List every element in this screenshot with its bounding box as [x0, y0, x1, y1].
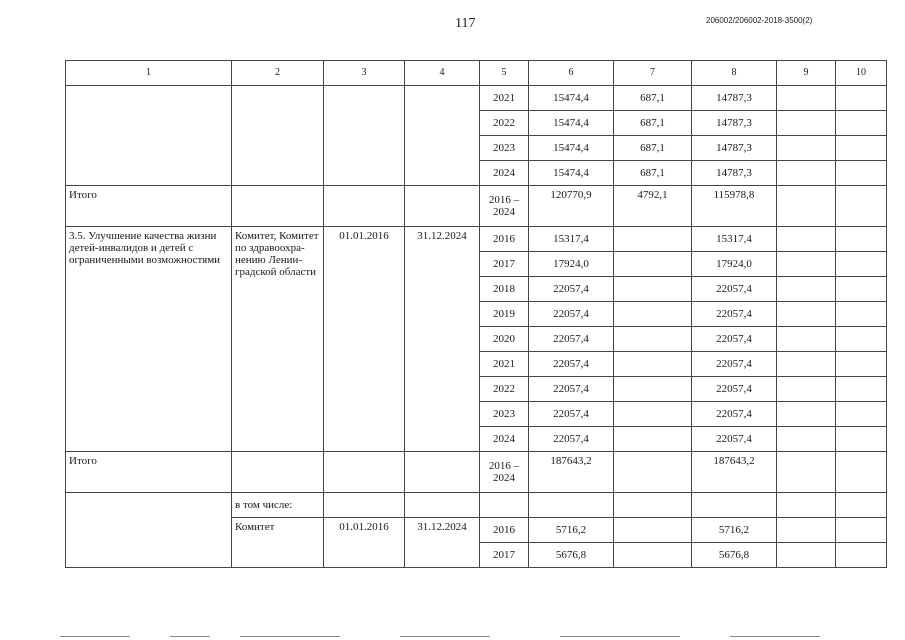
amount-total: 15474,4 [529, 161, 614, 186]
amount-col8: 187643,2 [692, 452, 777, 493]
amount-total: 22057,4 [529, 277, 614, 302]
breakdown-label: в том числе: [232, 493, 324, 518]
amount-col8: 22057,4 [692, 302, 777, 327]
amount-col8: 22057,4 [692, 427, 777, 452]
period-cell: 2016 – 2024 [480, 452, 529, 493]
period-cell: 2016 – 2024 [480, 186, 529, 227]
empty-cell [614, 543, 692, 568]
empty-cell [614, 352, 692, 377]
amount-col8: 17924,0 [692, 252, 777, 277]
amount-col7: 687,1 [614, 86, 692, 111]
empty-cell [836, 518, 887, 543]
empty-cell [777, 136, 836, 161]
empty-cell [614, 227, 692, 252]
amount-col7: 687,1 [614, 136, 692, 161]
total-label: Итого [66, 186, 232, 227]
empty-cell [324, 186, 405, 227]
empty-cell [777, 427, 836, 452]
empty-cell [777, 111, 836, 136]
empty-cell [777, 252, 836, 277]
year-cell: 2024 [480, 427, 529, 452]
empty-cell [777, 377, 836, 402]
empty-cell [836, 111, 887, 136]
empty-cell [836, 86, 887, 111]
empty-cell [777, 86, 836, 111]
empty-cell [614, 427, 692, 452]
col-header: 10 [836, 61, 887, 86]
empty-cell [836, 427, 887, 452]
amount-col8: 14787,3 [692, 136, 777, 161]
empty-cell [405, 86, 480, 186]
col-header: 7 [614, 61, 692, 86]
empty-cell [836, 302, 887, 327]
year-cell: 2022 [480, 111, 529, 136]
empty-cell [777, 186, 836, 227]
scan-artifact-line [170, 636, 210, 637]
empty-cell [66, 86, 232, 186]
empty-cell [66, 493, 232, 568]
year-cell: 2023 [480, 136, 529, 161]
amount-col8: 15317,4 [692, 227, 777, 252]
empty-cell [777, 277, 836, 302]
amount-total: 15474,4 [529, 86, 614, 111]
total-row [66, 452, 887, 493]
year-cell: 2016 [480, 227, 529, 252]
empty-cell [836, 252, 887, 277]
amount-col8: 22057,4 [692, 377, 777, 402]
amount-col8: 22057,4 [692, 277, 777, 302]
amount-col8: 115978,8 [692, 186, 777, 227]
empty-cell [480, 493, 529, 518]
empty-cell [614, 277, 692, 302]
amount-total: 5676,8 [529, 543, 614, 568]
total-label: Итого [66, 452, 232, 493]
empty-cell [836, 452, 887, 493]
amount-col7: 687,1 [614, 111, 692, 136]
year-cell: 2021 [480, 86, 529, 111]
empty-cell [777, 493, 836, 518]
amount-col8: 22057,4 [692, 402, 777, 427]
amount-col7: 687,1 [614, 161, 692, 186]
empty-cell [324, 86, 405, 186]
col-header: 3 [324, 61, 405, 86]
start-date: 01.01.2016 [324, 518, 405, 568]
empty-cell [614, 493, 692, 518]
empty-cell [777, 452, 836, 493]
empty-cell [836, 402, 887, 427]
empty-cell [777, 518, 836, 543]
year-cell: 2023 [480, 402, 529, 427]
executor-cell: Комитет [232, 518, 324, 568]
empty-cell [614, 327, 692, 352]
empty-cell [836, 277, 887, 302]
empty-cell [405, 186, 480, 227]
year-cell: 2017 [480, 543, 529, 568]
empty-cell [232, 452, 324, 493]
amount-col8: 22057,4 [692, 327, 777, 352]
document-code: 206002/206002-2018-3500(2) [706, 16, 813, 25]
table-row [66, 86, 887, 111]
empty-cell [614, 302, 692, 327]
empty-cell [405, 452, 480, 493]
empty-cell [777, 352, 836, 377]
amount-total: 22057,4 [529, 352, 614, 377]
amount-col7: 4792,1 [614, 186, 692, 227]
empty-cell [405, 493, 480, 518]
empty-cell [777, 402, 836, 427]
empty-cell [836, 327, 887, 352]
empty-cell [324, 452, 405, 493]
empty-cell [324, 493, 405, 518]
amount-col8: 5716,2 [692, 518, 777, 543]
amount-col8: 14787,3 [692, 161, 777, 186]
start-date: 01.01.2016 [324, 227, 405, 452]
empty-cell [836, 493, 887, 518]
col-header: 4 [405, 61, 480, 86]
empty-cell [614, 518, 692, 543]
year-cell: 2020 [480, 327, 529, 352]
amount-total: 22057,4 [529, 377, 614, 402]
amount-total: 22057,4 [529, 402, 614, 427]
empty-cell [692, 493, 777, 518]
empty-cell [777, 302, 836, 327]
empty-cell [529, 493, 614, 518]
amount-total: 15474,4 [529, 111, 614, 136]
end-date: 31.12.2024 [405, 518, 480, 568]
year-cell: 2022 [480, 377, 529, 402]
col-header: 6 [529, 61, 614, 86]
empty-cell [836, 543, 887, 568]
year-cell: 2016 [480, 518, 529, 543]
col-header: 9 [777, 61, 836, 86]
amount-total: 187643,2 [529, 452, 614, 493]
amount-col8: 5676,8 [692, 543, 777, 568]
empty-cell [836, 136, 887, 161]
year-cell: 2024 [480, 161, 529, 186]
empty-cell [777, 543, 836, 568]
empty-cell [614, 402, 692, 427]
budget-table [65, 60, 887, 568]
amount-total: 5716,2 [529, 518, 614, 543]
col-header: 8 [692, 61, 777, 86]
table-row [66, 227, 887, 252]
year-cell: 2018 [480, 277, 529, 302]
empty-cell [232, 86, 324, 186]
amount-total: 15317,4 [529, 227, 614, 252]
empty-cell [836, 161, 887, 186]
year-cell: 2019 [480, 302, 529, 327]
amount-total: 22057,4 [529, 427, 614, 452]
amount-col8: 14787,3 [692, 111, 777, 136]
empty-cell [777, 327, 836, 352]
empty-cell [777, 161, 836, 186]
executor-cell: Комитет, Комитет по здравоохра-нению Ленин-градской области [232, 227, 324, 452]
amount-col8: 22057,4 [692, 352, 777, 377]
col-header: 2 [232, 61, 324, 86]
empty-cell [777, 227, 836, 252]
end-date: 31.12.2024 [405, 227, 480, 452]
empty-cell [614, 252, 692, 277]
total-row [66, 186, 887, 227]
page-number: 117 [455, 16, 476, 31]
amount-total: 22057,4 [529, 327, 614, 352]
amount-total: 17924,0 [529, 252, 614, 277]
empty-cell [836, 227, 887, 252]
year-cell: 2017 [480, 252, 529, 277]
empty-cell [614, 377, 692, 402]
scan-artifact-line [400, 636, 490, 637]
empty-cell [836, 352, 887, 377]
amount-total: 22057,4 [529, 302, 614, 327]
col-header: 1 [66, 61, 232, 86]
amount-total: 15474,4 [529, 136, 614, 161]
scan-artifact-line [560, 636, 680, 637]
empty-cell [614, 452, 692, 493]
empty-cell [232, 186, 324, 227]
empty-cell [836, 377, 887, 402]
year-cell: 2021 [480, 352, 529, 377]
empty-cell [836, 186, 887, 227]
scan-artifact-line [730, 636, 820, 637]
amount-col8: 14787,3 [692, 86, 777, 111]
scan-artifact-line [60, 636, 130, 637]
table-row [66, 493, 887, 518]
scan-artifact-line [240, 636, 340, 637]
amount-total: 120770,9 [529, 186, 614, 227]
measure-name: 3.5. Улучшение качества жизни детей-инвалидов и детей с ограниченными возможностями [66, 227, 232, 452]
table-header-row [66, 61, 887, 86]
col-header: 5 [480, 61, 529, 86]
